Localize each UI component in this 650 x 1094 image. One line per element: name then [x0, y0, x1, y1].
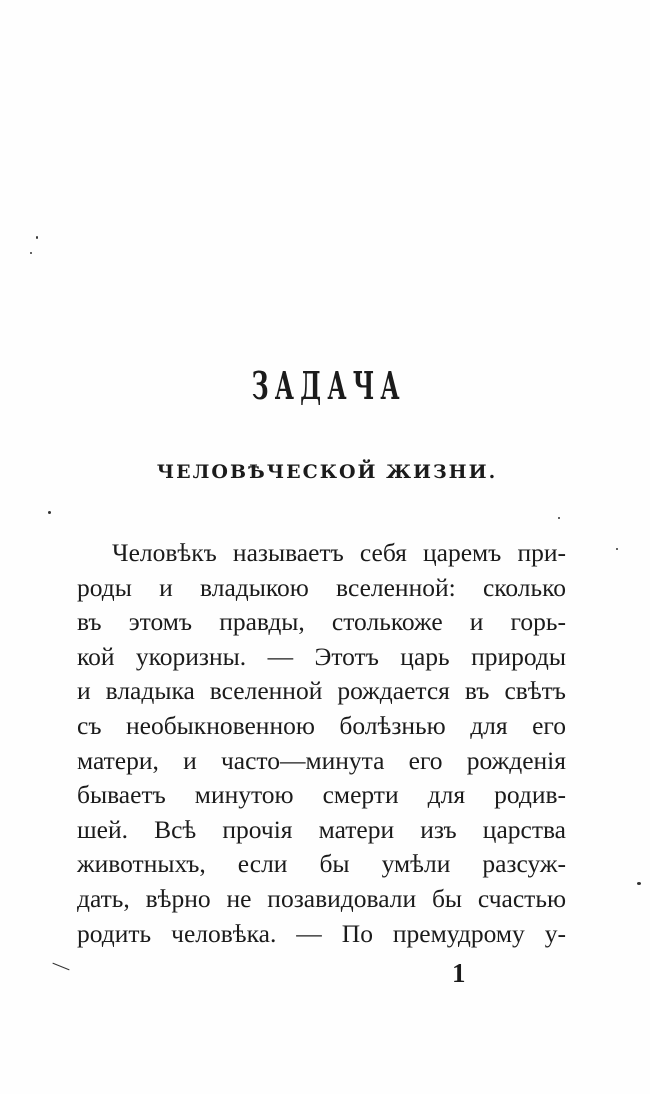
chapter-subtitle: ЧЕЛОВѢЧЕСКОЙ ЖИЗНИ. — [156, 461, 498, 483]
text-line: животныхъ, если бы умѣли разсуж- — [77, 849, 566, 879]
text-line: шей. Всѣ прочія матери изъ царства — [77, 814, 566, 844]
scan-speck — [616, 548, 618, 550]
scan-speck — [48, 511, 51, 514]
scan-speck — [36, 236, 38, 239]
scan-scratch — [52, 963, 69, 971]
chapter-title: ЗАДАЧА — [251, 363, 406, 408]
text-line: Человѣкъ называетъ себя царемъ при- — [112, 538, 566, 567]
body-text — [77, 536, 566, 951]
page-number: 1 — [452, 958, 466, 988]
text-line: и владыка вселенной рождается въ свѣтъ — [77, 676, 566, 706]
scan-speck — [558, 517, 560, 519]
text-line: дать, вѣрно не позавидовали бы счастью — [77, 883, 566, 913]
text-line: въ этомъ правды, столькоже и горь- — [77, 607, 566, 637]
scan-speck — [30, 252, 32, 254]
scan-speck — [637, 882, 641, 885]
text-line: кой укоризны. — Этотъ царь природы — [77, 641, 566, 671]
text-line: родить человѣка. — По премудрому у- — [77, 918, 566, 948]
text-line: съ необыкновенною болѣзнью для его — [77, 710, 566, 740]
text-line: матери, и часто—минута его рожденія — [77, 745, 566, 775]
text-line: роды и владыкою вселенной: сколько — [77, 572, 566, 602]
text-line: бываетъ минутою смерти для родив- — [77, 780, 566, 810]
